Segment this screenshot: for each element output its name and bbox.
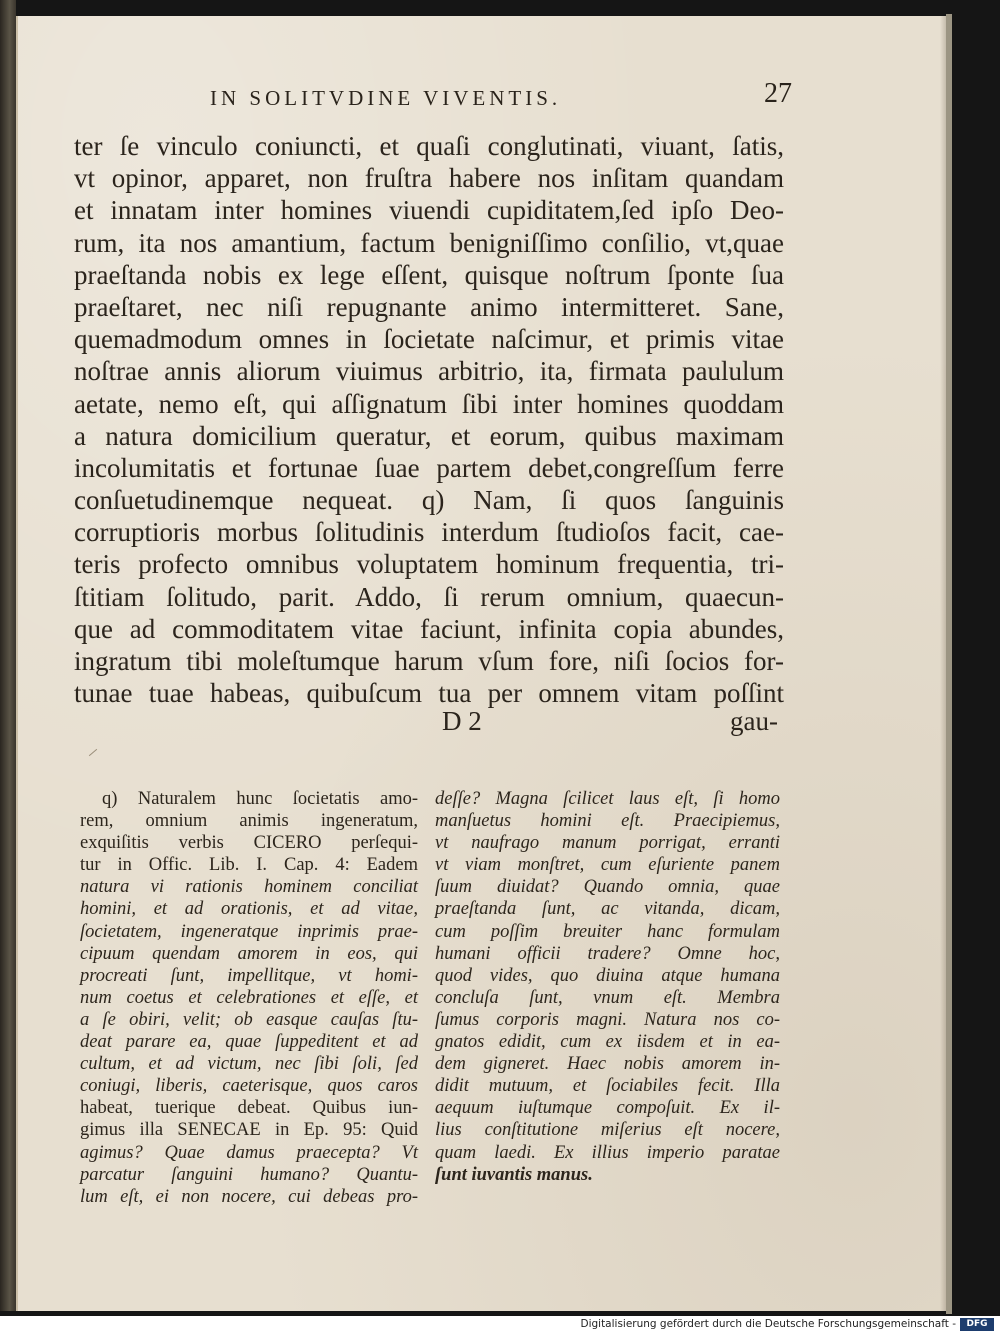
text-line: rum, ita nos amantium, factum benigniſſimo conſilio, vt,quae: [74, 227, 784, 258]
footnote-line: humani officii tradere? Omne hoc,: [435, 943, 780, 964]
text-line: ingratum tibi moleſtumque harum vſum fore, niſi ſocios for-: [74, 646, 784, 676]
footnote-line: vt viam monſtret, cum eſuriente panem: [435, 855, 780, 876]
footnote-line: lum eſt, ei non nocere, cui debeas pro-: [80, 1186, 418, 1207]
text-line: praeſtanda nobis ex lege eſſent, quisque noſtrum ſponte ſua: [74, 259, 784, 290]
funding-notice: Digitalisierung gefördert durch die Deutsche Forschungsgemeinschaft -: [580, 1318, 956, 1330]
footnote-line: tur in Offic. Lib. I. Cap. 4: Eadem: [80, 855, 418, 876]
dfg-logo: DFG: [960, 1318, 994, 1331]
footnote-line: num coetus et celebrationes et eſſe, et: [80, 987, 418, 1008]
text-line: que ad commoditatem vitae faciunt, infinita copia abundes,: [74, 613, 784, 644]
digitization-footer: [0, 1316, 1000, 1334]
signature-mark: D 2: [442, 706, 482, 736]
text-line: noſtrae annis aliorum viuimus arbitrio, ita, firmata paululum: [74, 356, 784, 387]
footnote-line: a ſe obiri, velit; ob easque cauſas ſtu-: [80, 1009, 418, 1030]
footnote-line: aequum iuſtumque compoſuit. Ex il-: [435, 1098, 780, 1119]
page-edge: [946, 14, 952, 1314]
footnote-line: didit mutuum, et ſociabiles fecit. Illa: [435, 1076, 780, 1097]
text-line: incolumitatis et fortunae ſuae partem debet,congreſſum ferre: [74, 452, 784, 483]
book-binding-strip: [0, 0, 16, 1311]
footnote-line: dem gigneret. Haec nobis amorem in-: [435, 1054, 780, 1075]
footnote-line: deat parare ea, quae ſuppeditent et ad: [80, 1032, 418, 1053]
footnote-right-column: [435, 788, 780, 1186]
footnote-line: cipuum quendam amorem in eos, qui: [80, 943, 418, 964]
text-line: et innatam inter homines viuendi cupiditatem,ſed ipſo Deo-: [74, 195, 784, 226]
footnote-line: gnatos edidit, cum ex iisdem et in ea-: [435, 1032, 780, 1053]
footnote-left-column: [80, 788, 418, 1208]
text-line: quemadmodum omnes in ſocietate naſcimur, et primis vitae: [74, 324, 784, 355]
footnote-line: homini, et ad orationis, et ad vitae,: [80, 899, 418, 920]
text-line: corruptioris morbus ſolitudinis interdum ſtudioſos facit, cae-: [74, 517, 784, 548]
main-text: [74, 130, 784, 709]
footnote-line: cum poſſim breuiter hanc formulam: [435, 921, 780, 942]
footnote-line: natura vi rationis hominem conciliat: [80, 877, 418, 898]
footnote-line: ſunt iuvantis manus.: [435, 1164, 593, 1185]
footnote-line: manſuetus homini eſt. Praecipiemus,: [435, 811, 780, 832]
footnote-line: quod vides, quo diuina atque humana: [435, 965, 780, 986]
text-line: teris profecto omnibus voluptatem hominum frequentia, tri-: [74, 549, 784, 580]
text-line: vt opinor, apparet, non fruſtra habere nos inſitam quandam: [74, 163, 784, 194]
footnote-line: concluſa ſunt, vnum eſt. Membra: [435, 987, 780, 1008]
page-number: 27: [764, 78, 792, 109]
footnote-line: ſocietatem, ingeneratque inprimis prae-: [80, 921, 418, 942]
footnote-line: vt naufrago manum porrigat, erranti: [435, 833, 780, 854]
footnote-line: quam laedi. Ex illius imperio paratae: [435, 1142, 780, 1163]
footnote-line: lius conſtitutione miſerius eſt nocere,: [435, 1120, 780, 1141]
signature-line: [74, 706, 778, 740]
text-line: tunae tuae habeas, quibuſcum tua per omnem vitam poſſint: [74, 678, 784, 709]
page-header: [60, 78, 792, 122]
footnote-line: procreati ſunt, impellitque, vt homi-: [80, 965, 418, 986]
footnote-line: gimus illa SENECAE in Ep. 95: Quid: [80, 1120, 418, 1141]
text-line: aetate, nemo eſt, qui aſſignatum ſibi inter homines quoddam: [74, 388, 784, 419]
footnote-line: coniugi, liberis, caeterisque, quos caros: [80, 1076, 418, 1097]
text-line: ſtitiam ſolitudo, parit. Addo, ſi rerum omnium, quaecun-: [74, 581, 784, 612]
footnote-line: ſuum diuidat? Quando omnia, quae: [435, 877, 780, 898]
text-line: ter ſe vinculo coniuncti, et quaſi conglutinati, viuant, ſatis,: [74, 131, 784, 161]
footnote-line: parcatur ſanguini humano? Quantu-: [80, 1164, 418, 1185]
footnote-line: praeſtanda ſunt, ac vitanda, dicam,: [435, 899, 780, 920]
running-head: IN SOLITVDINE VIVENTIS.: [210, 86, 562, 110]
footnote-line: q) Naturalem hunc ſocietatis amo-: [102, 789, 418, 809]
text-line: a natura domicilium queratur, et eorum, quibus maximam: [74, 420, 784, 451]
text-line: conſuetudinemque nequeat. q) Nam, ſi quos ſanguinis: [74, 485, 784, 516]
footnote-line: exquiſitis verbis CICERO perſequi-: [80, 833, 418, 854]
footnote-line: agimus? Quae damus praecepta? Vt: [80, 1142, 418, 1163]
footnote-line: cultum, et ad victum, nec ſibi ſoli, ſed: [80, 1054, 418, 1075]
footnote-line: rem, omnium animis ingeneratum,: [80, 811, 418, 832]
catchword: gau-: [730, 706, 778, 736]
text-line: praeſtaret, nec niſi repugnante animo intermitteret. Sane,: [74, 291, 784, 322]
footnote-line: habeat, tuerique debeat. Quibus iun-: [80, 1098, 418, 1119]
footnote-line: deſſe? Magna ſcilicet laus eſt, ſi homo: [435, 789, 780, 809]
footnote-line: ſumus corporis magni. Natura nos co-: [435, 1009, 780, 1030]
